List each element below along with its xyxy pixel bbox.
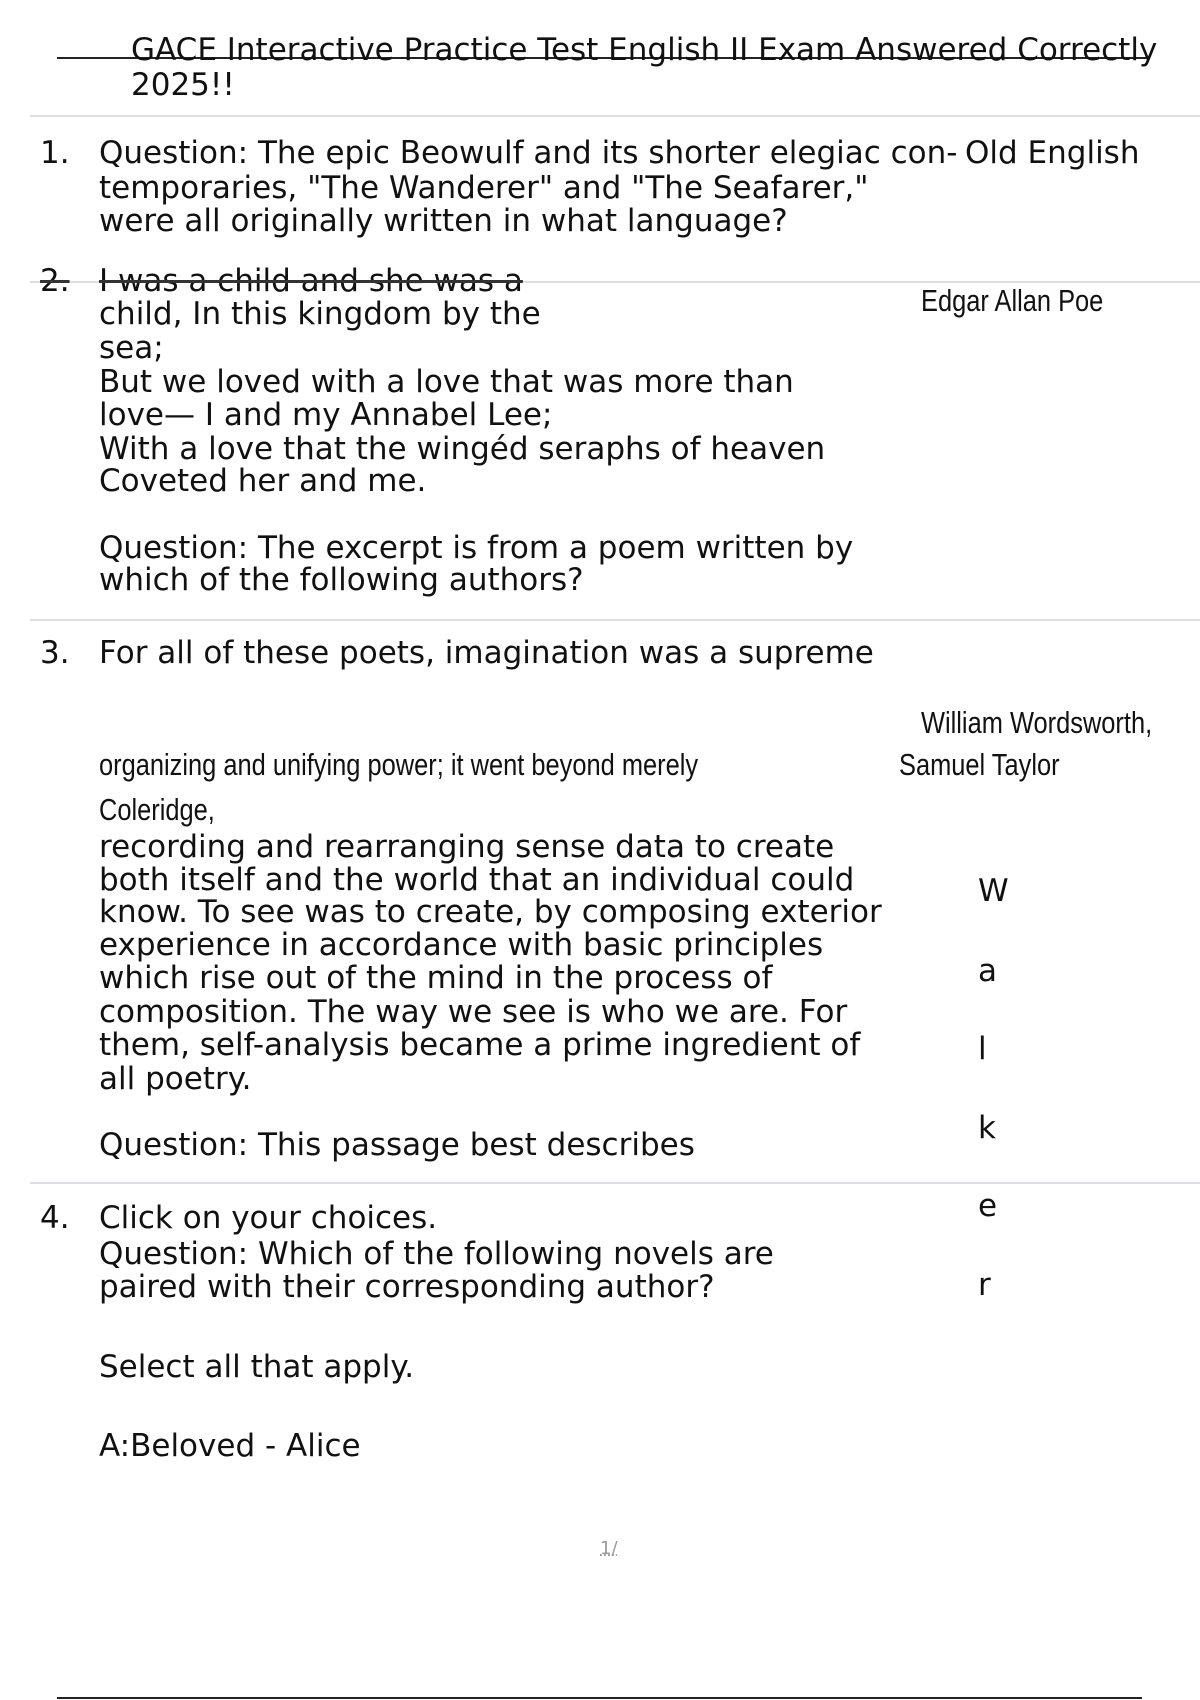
question-text-line: Coveted her and me. [99, 463, 427, 499]
question-number: 4. [40, 1200, 70, 1236]
question-text-line: Question: Which of the following novels are [99, 1236, 774, 1272]
question-text-line: paired with their corresponding author? [99, 1269, 715, 1305]
question-prompt-line: Question: This passage best describes [99, 1127, 695, 1163]
question-text-line: experience in accordance with basic principles [99, 927, 824, 963]
question-text-line: With a love that the wingéd seraphs of heaven [99, 431, 826, 467]
question-text-line: which rise out of the mind in the process of [99, 960, 773, 996]
answer-text: Edgar Allan Poe [921, 283, 1104, 318]
question-text-line: I was a child and she was a [99, 263, 523, 299]
question-prompt-line: which of the following authors? [99, 562, 584, 598]
answer-text: Old English [965, 135, 1140, 171]
divider [30, 115, 1200, 117]
question-prompt-line: Question: The excerpt is from a poem written by [99, 530, 854, 566]
question-text-line: child, In this kingdom by the [99, 296, 541, 332]
question-text-line: them, self-analysis became a prime ingredient of [99, 1027, 861, 1063]
question-text-line: Question: The epic Beowulf and its shorter elegiac con- [99, 135, 958, 171]
question-text-line: know. To see was to create, by composing exterior [99, 894, 882, 930]
answer-text: Coleridge, [99, 792, 215, 827]
question-text-line: sea; [99, 330, 164, 366]
question-text-line: For all of these poets, imagination was a supreme [99, 635, 874, 671]
question-text-line: organizing and unifying power; it went beyond merely [99, 747, 699, 782]
answer-text: Samuel Taylor [899, 747, 1060, 782]
instruction-text: Select all that apply. [99, 1349, 415, 1385]
question-text-line: were all originally written in what language? [99, 203, 788, 239]
question-text-line: both itself and the world that an individual could [99, 862, 855, 898]
document-title-year: 2025!! [131, 67, 235, 103]
choice-a[interactable]: A:Beloved - Alice [99, 1428, 361, 1464]
vertical-answer-letter: e [978, 1188, 998, 1224]
question-text-line: composition. The way we see is who we are. For [99, 994, 848, 1030]
vertical-answer-letter: r [978, 1267, 991, 1303]
divider [30, 1182, 1200, 1184]
page-number: 1/ [600, 1538, 618, 1559]
question-number: 2. [40, 263, 70, 299]
question-text-line: temporaries, "The Wanderer" and "The Seafarer," [99, 170, 869, 206]
footer-rule [57, 1697, 1142, 1699]
question-text-line: But we loved with a love that was more than [99, 364, 794, 400]
vertical-answer-letter: l [978, 1031, 987, 1067]
divider [30, 619, 1200, 621]
vertical-answer-letter: k [978, 1110, 996, 1146]
document-title: GACE Interactive Practice Test English II Exam Answered Correctly [131, 32, 1158, 68]
vertical-answer-letter: W [978, 873, 1009, 909]
question-text-line: Click on your choices. [99, 1200, 438, 1236]
vertical-answer-letter: a [978, 953, 997, 989]
question-text-line: recording and rearranging sense data to create [99, 829, 835, 865]
answer-text: William Wordsworth, [921, 705, 1153, 740]
question-text-line: all poetry. [99, 1061, 252, 1097]
question-text-line: love— I and my Annabel Lee; [99, 397, 553, 433]
question-number: 3. [40, 635, 70, 671]
question-number: 1. [40, 135, 70, 171]
